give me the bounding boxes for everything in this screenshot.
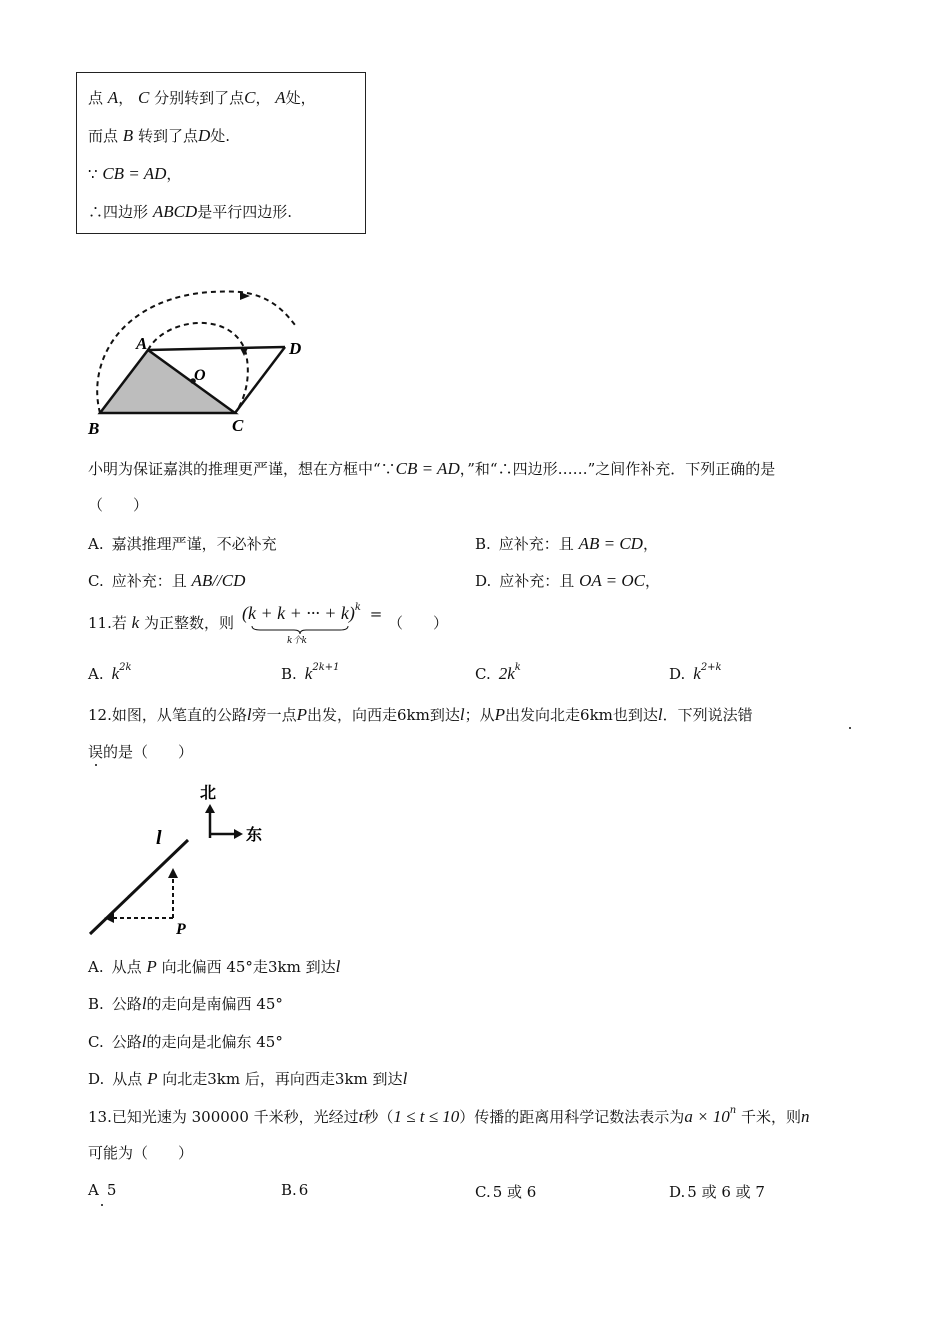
q12-option-d[interactable]: D. 从点 P 向北走3km 后，再向西走3km 到达l [88, 1069, 408, 1088]
arrowhead-inner [240, 348, 248, 356]
proof-line-4: ∴四边形 ABCD是平行四边形. [88, 202, 292, 221]
q11-underbrace-label: k个k [287, 636, 307, 646]
q10-option-b[interactable]: B. 应补充：且 AB = CD， [475, 534, 658, 553]
q13-stem-line2: 可能为（ ） [88, 1144, 194, 1162]
emphasis-dot [849, 727, 851, 729]
label-c: C [232, 416, 244, 435]
north-arrow-icon [205, 804, 215, 813]
label-d: D [289, 339, 302, 358]
proof-box [76, 72, 366, 234]
q10-option-a[interactable]: A. 嘉淇推理严谨，不必补充 [88, 535, 277, 553]
q10-answer-paren: （ ） [88, 496, 149, 514]
east-arrow-icon [234, 829, 243, 839]
q11-option-c[interactable]: C. $2k^k$ [475, 662, 521, 683]
q13-option-b[interactable]: B. 6 [281, 1181, 309, 1199]
label-l: l [156, 827, 162, 849]
proof-line-3: ∵ CB = AD， [88, 164, 182, 183]
label-o: O [194, 367, 206, 384]
q10-option-c[interactable]: C. 应补充：且 AB//CD [88, 571, 246, 590]
q10-option-d[interactable]: D. 应补充：且 OA = OC， [475, 571, 661, 590]
emphasis-dot [95, 764, 97, 766]
q11-stem: 11.若 k 为正整数，则 [88, 613, 234, 632]
q12-stem-line1: 12.如图，从笔直的公路l旁一点P出发，向西走6km到达l；从P出发向北走6km也到达l．下列说法错 [88, 705, 753, 724]
segment-ad [148, 347, 285, 350]
label-a: A [136, 334, 148, 353]
compass-east-label: 东 [246, 825, 263, 844]
q13-option-a[interactable]: A 5 [88, 1181, 117, 1199]
q12-option-c[interactable]: C. 公路l的走向是北偏东 45° [88, 1032, 283, 1051]
triangle-abc-shaded [100, 350, 235, 413]
q13-option-d[interactable]: D. 5 或 6 或 7 [669, 1183, 765, 1201]
q12-option-a[interactable]: A. 从点 P 向北偏西 45°走3km 到达l [88, 957, 341, 976]
proof-line-1: 点 A， C 分别转到了点C， A处， [88, 88, 316, 107]
q13-option-c[interactable]: C. 5 或 6 [475, 1183, 537, 1201]
label-b: B [88, 419, 100, 438]
q11-option-d[interactable]: D. $k^{2+k}$ [669, 662, 722, 683]
q12-option-b[interactable]: B. 公路l的走向是南偏西 45° [88, 994, 283, 1013]
road-figure [80, 780, 280, 940]
q13-stem-line1: 13.已知光速为 300000 千米秒，光经过t秒（1 ≤ t ≤ 10）传播的距离用科学记数法表示为$a \times 10^n$ 千米，则n [88, 1105, 810, 1126]
q11-option-b[interactable]: B. $k^{2k+1}$ [281, 662, 340, 683]
q11-option-a[interactable]: A. $k^{2k}$ [88, 662, 132, 683]
compass-north-label: 北 [200, 783, 217, 802]
proof-line-2: 而点 B 转到了点D处. [88, 126, 231, 145]
label-p: P [176, 921, 186, 938]
q11-answer-paren: （ ） [388, 614, 449, 632]
segment-dc [235, 347, 285, 413]
emphasis-dot [101, 1204, 103, 1206]
rotation-figure [80, 280, 320, 440]
q10-stem: 小明为保证嘉淇的推理更严谨，想在方框中“∵CB = AD，”和“∴四边形……”之间作补充．下列正确的是 [88, 459, 776, 478]
q12-stem-line2: 误的是（ ） [88, 743, 194, 761]
q11-expression: (k + k + ··· + k)$^k$ = [242, 602, 383, 623]
north-arrowhead [168, 868, 178, 878]
